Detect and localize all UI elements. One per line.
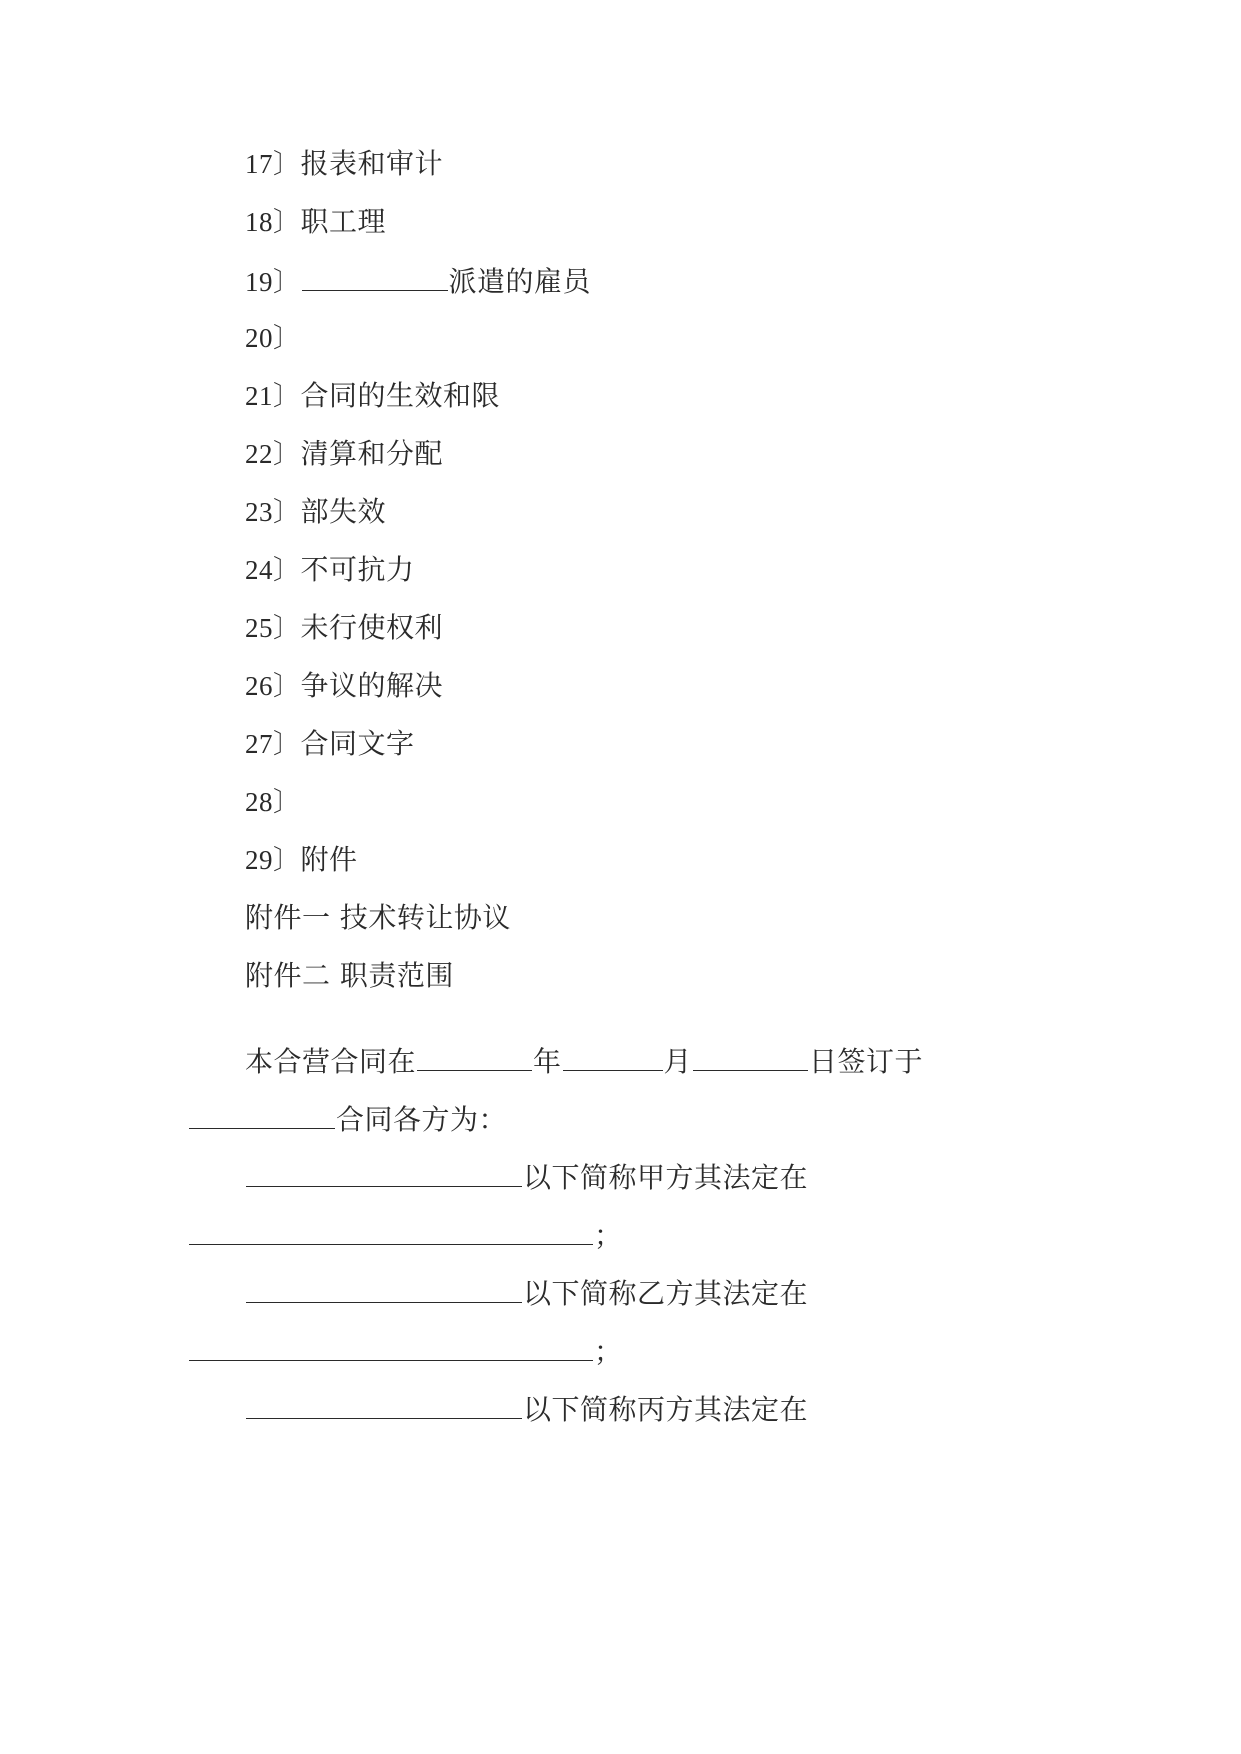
toc-item-18 xyxy=(245,202,386,242)
toc-number: 23〕 xyxy=(245,497,301,527)
month-label: 月 xyxy=(663,1045,693,1078)
toc-number: 20〕 xyxy=(245,323,301,353)
toc-text: 附件 xyxy=(300,843,358,876)
toc-item-23 xyxy=(245,492,386,532)
toc-item-27 xyxy=(245,724,415,764)
party-a-name-blank xyxy=(246,1156,522,1187)
toc-text: 报表和审计 xyxy=(300,147,444,180)
toc-number: 17〕 xyxy=(245,149,301,179)
party-a-address-blank xyxy=(189,1214,593,1245)
annex-2-text: 附件二 职责范围 xyxy=(245,959,454,992)
party-a-line xyxy=(245,1156,808,1198)
place-blank xyxy=(189,1098,335,1129)
party-b-line xyxy=(245,1272,808,1314)
signing-prefix: 本合营合同在 xyxy=(245,1045,417,1078)
year-label: 年 xyxy=(533,1045,562,1078)
toc-number: 25〕 xyxy=(245,613,301,643)
party-b-name-blank xyxy=(246,1272,522,1303)
toc-text: 合同文字 xyxy=(300,727,415,760)
toc-number: 27〕 xyxy=(245,729,301,759)
toc-text: 清算和分配 xyxy=(300,437,444,470)
toc-text: 职工理 xyxy=(300,205,387,238)
party-c-line xyxy=(245,1388,808,1430)
signing-date-line xyxy=(245,1040,923,1082)
toc-item-20 xyxy=(245,318,301,358)
parties-intro-line xyxy=(188,1098,507,1140)
toc-text: 合同的生效和限 xyxy=(300,379,501,412)
toc-text: 不可抗力 xyxy=(300,553,415,586)
parties-intro-text: 合同各方为： xyxy=(336,1103,508,1136)
fill-in-blank xyxy=(302,260,448,291)
party-b-text: 以下简称乙方其法定在 xyxy=(523,1277,809,1310)
toc-number: 22〕 xyxy=(245,439,301,469)
day-blank xyxy=(693,1040,808,1071)
toc-number: 21〕 xyxy=(245,381,301,411)
toc-item-17 xyxy=(245,144,443,184)
semicolon: ； xyxy=(594,1219,623,1252)
toc-number: 24〕 xyxy=(245,555,301,585)
toc-item-19 xyxy=(245,260,591,302)
year-blank xyxy=(417,1040,532,1071)
annex-2-line xyxy=(245,956,454,996)
party-b-address-blank xyxy=(189,1330,593,1361)
toc-item-22 xyxy=(245,434,443,474)
toc-text: 争议的解决 xyxy=(300,669,444,702)
toc-item-21 xyxy=(245,376,500,416)
toc-text: 未行使权利 xyxy=(300,611,444,644)
party-a-address-line xyxy=(188,1214,623,1256)
annex-1-text: 附件一 技术转让协议 xyxy=(245,901,511,934)
party-b-address-line xyxy=(188,1330,623,1372)
toc-number: 28〕 xyxy=(245,787,301,817)
toc-item-29 xyxy=(245,840,358,880)
toc-number: 19〕 xyxy=(245,267,301,297)
toc-text: 部失效 xyxy=(300,495,387,528)
toc-number: 29〕 xyxy=(245,845,301,875)
party-c-text: 以下简称丙方其法定在 xyxy=(523,1393,809,1426)
day-signed-at-label: 日签订于 xyxy=(809,1045,924,1078)
toc-item-24 xyxy=(245,550,415,590)
toc-item-26 xyxy=(245,666,443,706)
party-c-name-blank xyxy=(246,1388,522,1419)
toc-item-25 xyxy=(245,608,443,648)
annex-1-line xyxy=(245,898,511,938)
toc-text: 派遣的雇员 xyxy=(448,265,592,298)
month-blank xyxy=(563,1040,663,1071)
toc-number: 18〕 xyxy=(245,207,301,237)
semicolon: ； xyxy=(594,1335,623,1368)
toc-number: 26〕 xyxy=(245,671,301,701)
toc-item-28 xyxy=(245,782,301,822)
party-a-text: 以下简称甲方其法定在 xyxy=(523,1161,809,1194)
